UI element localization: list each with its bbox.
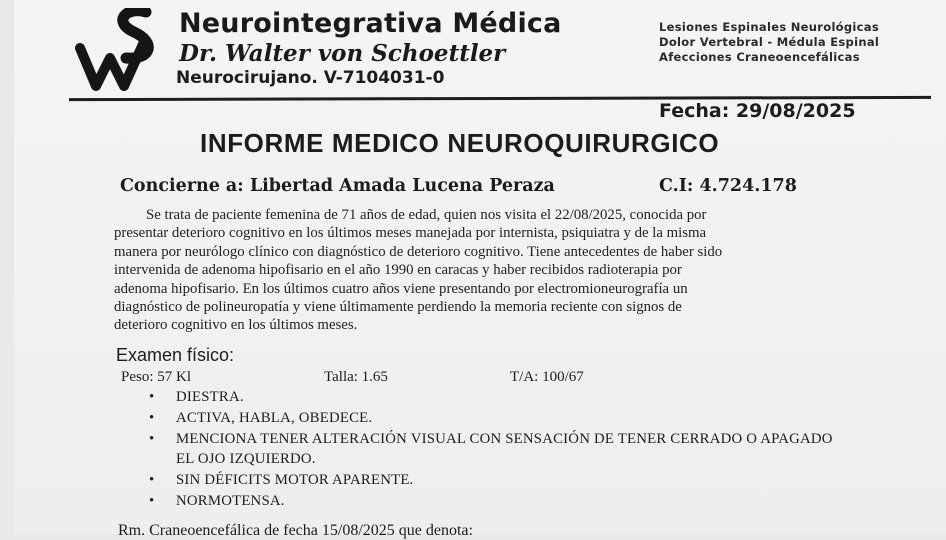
exam-findings-list bbox=[149, 387, 833, 512]
bullet-icon: • bbox=[149, 409, 155, 426]
report-date: Fecha: 29/08/2025 bbox=[659, 100, 856, 122]
blood-pressure-value: T/A: 100/67 bbox=[510, 369, 584, 385]
weight-value: Peso: 57 Kl bbox=[121, 369, 192, 385]
paragraph-line: manera por neurólogo clínico con diagnóstico de deterioro cognitivo. Tiene antecedentes de haber sido bbox=[114, 243, 723, 260]
doctor-title: Neurocirujano. V-7104031-0 bbox=[176, 68, 445, 88]
specialty-item: Lesiones Espinales Neurológicas bbox=[659, 20, 879, 34]
physical-exam-heading: Examen físico: bbox=[116, 345, 235, 365]
finding-item bbox=[149, 387, 833, 408]
doctor-name: Dr. Walter von Schoettler bbox=[179, 40, 506, 67]
paragraph-line: adenoma hipofisario. En los últimos cuatro años viene presentando por electromioneurografía un bbox=[114, 280, 688, 297]
report-title: INFORME MEDICO NEUROQUIRURGICO bbox=[200, 128, 720, 158]
finding-text: SIN DÉFICITS MOTOR APARENTE. bbox=[176, 472, 414, 489]
bullet-icon: • bbox=[149, 389, 155, 405]
document-page bbox=[14, 0, 946, 539]
patient-id: C.I: 4.724.178 bbox=[659, 176, 797, 196]
bullet-icon: • bbox=[149, 492, 155, 509]
bullet-icon: • bbox=[149, 430, 155, 447]
clinic-logo bbox=[74, 8, 164, 92]
specialty-item: Afecciones Craneoencefálicas bbox=[659, 50, 860, 64]
paragraph-line: presentar deterioro cognitivo en los últimos meses manejada por internista, psiquiatra y de la misma bbox=[114, 225, 707, 242]
paragraph-line: deterioro cognitivo en los últimos meses. bbox=[114, 317, 358, 334]
finding-continuation bbox=[149, 449, 833, 470]
finding-text: ACTIVA, HABLA, OBEDECE. bbox=[176, 409, 373, 426]
clinical-history-paragraph bbox=[114, 206, 722, 335]
finding-item bbox=[149, 408, 833, 429]
finding-text: MENCIONA TENER ALTERACIÓN VISUAL CON SENSACIÓN DE TENER CERRADO O APAGADO bbox=[176, 430, 833, 447]
finding-text: NORMOTENSA. bbox=[176, 492, 285, 509]
clinic-name: Neurointegrativa Médica bbox=[179, 8, 562, 39]
paragraph-line: Se trata de paciente femenina de 71 años de edad, quien nos visita el 22/08/2025, conocida por bbox=[146, 207, 707, 223]
height-value: Talla: 1.65 bbox=[324, 369, 388, 385]
finding-text: EL OJO IZQUIERDO. bbox=[176, 451, 316, 468]
patient-name: Concierne a: Libertad Amada Lucena Peraza bbox=[120, 176, 555, 196]
specialties-list bbox=[659, 20, 929, 65]
paragraph-line: intervenida de adenoma hipofisario en el año 1990 en caracas y haber recibidos radioterapia por bbox=[114, 262, 682, 279]
finding-item bbox=[149, 491, 833, 512]
imaging-study-line: Rm. Craneoencefálica de fecha 15/08/2025 que denota: bbox=[118, 522, 473, 539]
paragraph-line: diagnóstico de polineuropatía y viene últimamente perdiendo la memoria reciente con signos de bbox=[114, 299, 682, 316]
finding-item bbox=[149, 470, 833, 491]
finding-item bbox=[149, 429, 833, 450]
specialty-item: Dolor Vertebral - Médula Espinal bbox=[659, 35, 880, 49]
bullet-icon: • bbox=[149, 472, 155, 489]
finding-text: DIESTRA. bbox=[176, 389, 244, 405]
